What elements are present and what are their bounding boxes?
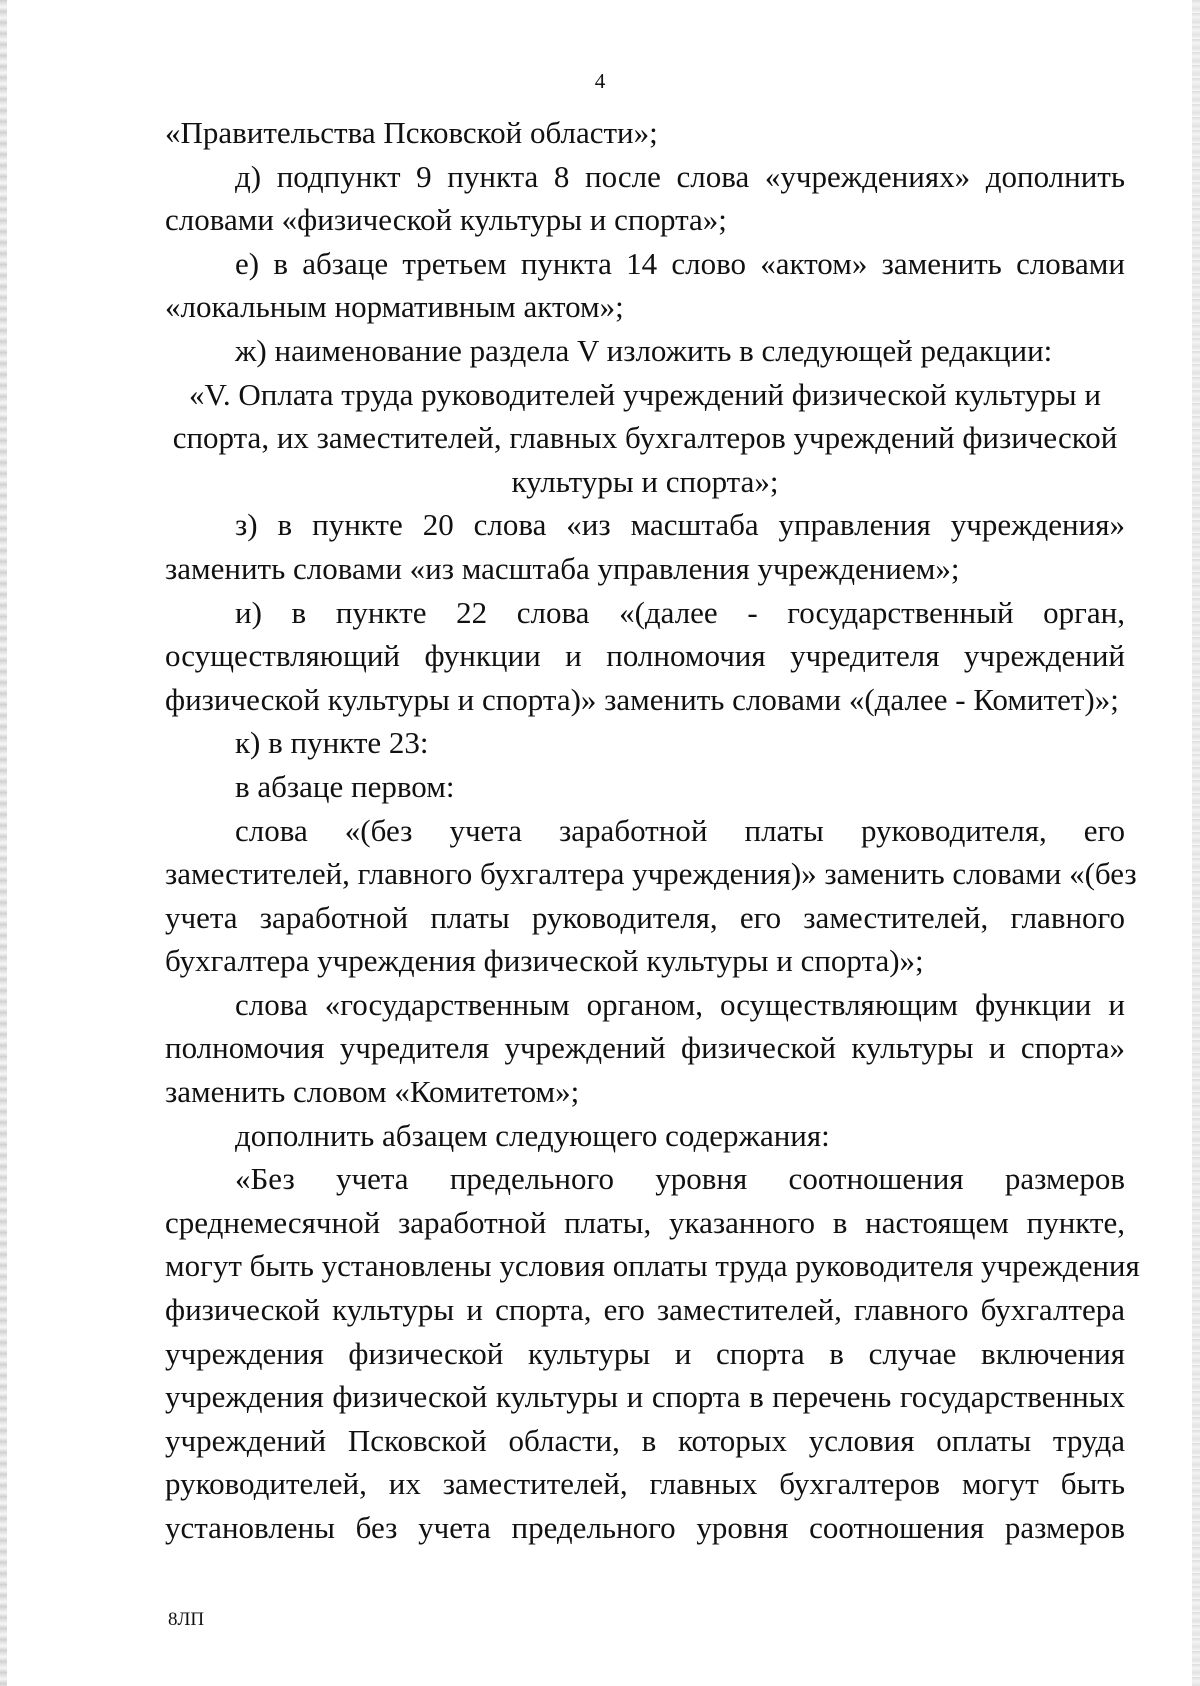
text-line: «локальным нормативным актом»; bbox=[165, 289, 624, 325]
text-line: физической культуры и спорта)» заменить словами «(далее - Комитет)»; bbox=[165, 681, 1119, 717]
footer-document-code: 8ЛП bbox=[168, 1609, 205, 1630]
text-line: в абзаце первом: bbox=[235, 768, 455, 804]
text-line: и) в пункте 22 слова «(далее - государственный орган, bbox=[235, 594, 1125, 630]
page-number: 4 bbox=[594, 69, 606, 93]
text-line: заменить словами «из масштаба управления учреждением»; bbox=[165, 550, 960, 586]
text-line: спорта, их заместителей, главных бухгалтеров учреждений физической bbox=[172, 420, 1118, 456]
text-line: «Без учета предельного уровня соотношения размеров bbox=[235, 1161, 1125, 1197]
text-line: культуры и спорта»; bbox=[511, 463, 779, 499]
text-line: «Правительства Псковской области»; bbox=[165, 115, 658, 150]
text-line: среднемесячной заработной платы, указанного в настоящем пункте, bbox=[165, 1204, 1125, 1240]
text-line: полномочия учредителя учреждений физической культуры и спорта» bbox=[165, 1030, 1125, 1066]
scan-right-edge bbox=[1192, 0, 1200, 1686]
text-line: слова «государственным органом, осуществляющим функции и bbox=[235, 986, 1125, 1022]
text-line: ж) наименование раздела V изложить в следующей редакции: bbox=[235, 332, 1053, 368]
text-line: з) в пункте 20 слова «из масштаба управления учреждения» bbox=[235, 507, 1125, 543]
text-line: учета заработной платы руководителя, его заместителей, главного bbox=[165, 899, 1125, 935]
text-line: словами «физической культуры и спорта»; bbox=[165, 202, 727, 238]
document-body bbox=[165, 111, 1140, 1550]
text-line: установлены без учета предельного уровня соотношения размеров bbox=[165, 1510, 1125, 1545]
text-line: учреждений Псковской области, в которых условия оплаты труда bbox=[165, 1422, 1125, 1458]
text-line: е) в абзаце третьем пункта 14 слово «актом» заменить словами bbox=[235, 245, 1125, 281]
text-line: осуществляющий функции и полномочия учредителя учреждений bbox=[165, 638, 1125, 674]
text-line: слова «(без учета заработной платы руководителя, его bbox=[235, 812, 1125, 848]
text-line: учреждения физической культуры и спорта в перечень государственных bbox=[165, 1379, 1125, 1415]
text-line: заместителей, главного бухгалтера учреждения)» заменить словами «(без bbox=[165, 856, 1137, 892]
text-line: бухгалтера учреждения физической культуры и спорта)»; bbox=[165, 943, 924, 979]
text-line: «V. Оплата труда руководителей учреждений физической культуры и bbox=[189, 376, 1101, 412]
text-line: физической культуры и спорта, его заместителей, главного бухгалтера bbox=[165, 1292, 1125, 1328]
scan-left-edge bbox=[0, 0, 7, 1686]
text-line: руководителей, их заместителей, главных бухгалтеров могут быть bbox=[165, 1466, 1125, 1502]
text-line: заменить словом «Комитетом»; bbox=[165, 1074, 580, 1110]
text-line: могут быть установлены условия оплаты труда руководителя учреждения bbox=[165, 1248, 1140, 1284]
text-line: учреждения физической культуры и спорта в случае включения bbox=[165, 1335, 1125, 1371]
text-line: дополнить абзацем следующего содержания: bbox=[235, 1117, 830, 1153]
text-line: к) в пункте 23: bbox=[235, 725, 429, 761]
text-line: д) подпункт 9 пункта 8 после слова «учреждениях» дополнить bbox=[235, 158, 1125, 194]
